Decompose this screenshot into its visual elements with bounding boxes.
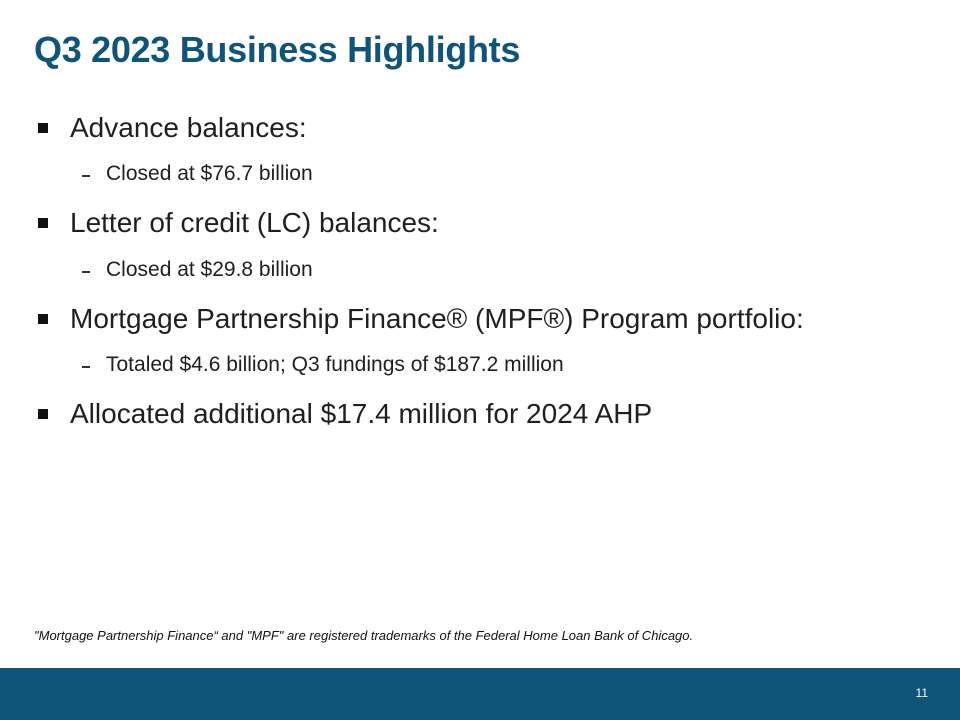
bullet-item-mpf-portfolio: [34, 301, 804, 337]
page-number: 11: [915, 686, 928, 700]
square-bullet-icon: [38, 123, 48, 133]
bullet-text: Allocated additional $17.4 million for 2024 AHP: [70, 398, 653, 429]
sub-bullet-item: [82, 351, 564, 379]
sub-bullet-item: [82, 160, 313, 188]
trademark-footnote: "Mortgage Partnership Finance“ and "MPF" are registered trademarks of the Federal Home Loan Bank of Chicago.: [34, 628, 694, 643]
sub-bullet-item: [82, 256, 313, 284]
square-bullet-icon: [38, 218, 48, 228]
dash-icon: [82, 366, 90, 368]
footer-bar: [0, 668, 960, 720]
bullet-text: Advance balances:: [70, 112, 307, 143]
bullet-text: Letter of credit (LC) balances:: [70, 207, 439, 238]
sub-bullet-text: Closed at $29.8 billion: [106, 258, 313, 281]
bullet-item-ahp: [34, 396, 652, 432]
dash-icon: [82, 175, 90, 177]
square-bullet-icon: [38, 409, 48, 419]
sub-bullet-text: Totaled $4.6 billion; Q3 fundings of $187.2 million: [106, 353, 564, 376]
bullet-item-advance-balances: [34, 110, 307, 146]
slide-title: Q3 2023 Business Highlights: [34, 29, 521, 70]
sub-bullet-text: Closed at $76.7 billion: [106, 162, 313, 185]
bullet-item-letter-of-credit: [34, 205, 439, 241]
dash-icon: [82, 271, 90, 273]
square-bullet-icon: [38, 314, 48, 324]
bullet-text: Mortgage Partnership Finance® (MPF®) Program portfolio:: [70, 303, 804, 334]
